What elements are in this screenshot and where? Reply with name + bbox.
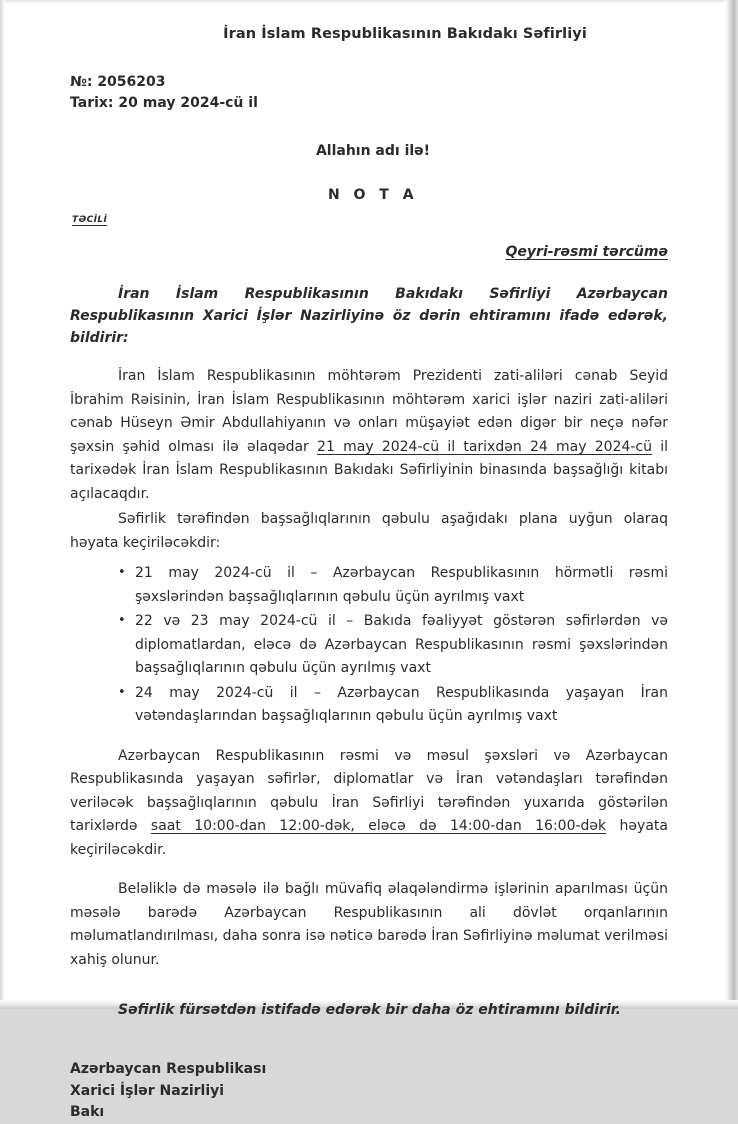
paragraph-4: Beləliklə də məsələ ilə bağlı müvafiq əlaqələndirmə işlərinin aparılması üçün məsələ barədə Azərbaycan Respublikasının ali dövlət orqanlarının məlumatlandırılması, daha sonra isə nəticə barədə İran Səfirliyinə məlumat verilməsi xahiş olunur. [70, 881, 669, 968]
paragraph-1-date-range: 21 may 2024-cü il tarixdən 24 may 2024-cü [317, 438, 652, 455]
addressee-block [70, 1059, 668, 1124]
plan-item: • 24 may 2024-cü il – Azərbaycan Respublikasında yaşayan İran vətəndaşlarından başsağlıqlarının qəbulu üçün ayrılmış vaxt [70, 682, 668, 729]
document-body [70, 0, 668, 1124]
urgency-label: təci̇li̇ [72, 210, 108, 226]
paragraph-3 [70, 745, 668, 863]
plan-item: • 21 may 2024-cü il – Azərbaycan Respublikasının hörmətli rəsmi şəxslərindən başsağlıqlarının qəbulu üçün ayrılmış vaxt [70, 562, 668, 609]
reference-number: №: 2056203 [70, 74, 166, 90]
plan-list [70, 562, 668, 729]
scan-edge-left [0, 0, 5, 1009]
invocation-line: Allahın adı ilə! [315, 143, 431, 159]
paragraph-2: Səfirlik tərəfindən başsağlıqlarının qəbulu aşağıdakı plana uyğun olaraq həyata keçiriləcəkdir: [70, 511, 668, 551]
addressee-line-1: Azərbaycan Respublikası [70, 1061, 267, 1077]
paragraph-3-time-range: saat 10:00-dan 12:00-dək, eləcə də 14:00-dan 16:00-dək [150, 818, 607, 834]
addressee-line-2: Xarici İşlər Nazirliyi [70, 1082, 225, 1099]
translation-note-row [70, 241, 668, 260]
paragraph-1 [70, 365, 668, 506]
paragraph-3-before: Azərbaycan Respublikasının rəsmi və məsul şəxsləri və Azərbaycan Respublikasında yaşayan səfirlər, diplomatlar və İran vətəndaşları tərəfindən veriləcək başsağlıqlarının qəbulu İran Səfirliyi tərəfindən yuxarıda göstərilən tarixlərdə [70, 747, 668, 834]
urgency-row [70, 210, 668, 234]
lead-paragraph: İran İslam Respublikasının Bakıdakı Səfirliyi Azərbaycan Respublikasının Xarici İşlər Nazirliyinə öz dərin ehtiramını ifadə edərək, bildirir: [70, 286, 668, 346]
closing-paragraph: Səfirlik fürsətdən istifadə edərək bir daha öz ehtiramını bildirir. [118, 1002, 621, 1018]
translation-note: Qeyri-rəsmi tərcümə [505, 244, 668, 260]
document-title: İran İslam Respublikasının Bakıdakı Səfirliyi [223, 26, 587, 42]
plan-item: • 22 və 23 may 2024-cü il – Bakıda fəaliyyət göstərən səfirlərdən və diplomatlardan, eləcə də Azərbaycan Respublikasının rəsmi şəxslərindən başsağlıqlarının qəbulu üçün ayrılmış vaxt [70, 610, 668, 681]
addressee-line-3: Bakı [70, 1104, 105, 1120]
scan-edge-right [725, 0, 738, 1009]
paragraph-3-after: həyata keçiriləcəkdir. [70, 818, 668, 858]
paragraph-1-before: İran İslam Respublikasının möhtərəm Prezidenti zati-aliləri cənab Seyid İbrahim Rəisinin, İran İslam Respublikasının möhtərəm xarici işlər naziri zati-aliləri cənab Hüseyn Əmir Abdullahiyanın və onları müşayiət edən digər bir neçə nəfər şəxsin şəhid olması ilə əlaqədar [70, 368, 668, 455]
document-meta [70, 72, 668, 114]
paragraph-1-after: il tarixədək İran İslam Respublikasının Bakıdakı Səfirliyinin binasında başsağlığı kitabı açılacaqdır. [70, 438, 669, 502]
document-date: Tarix: 20 may 2024-cü il [70, 95, 258, 111]
document-type-heading: N O T A [327, 187, 419, 203]
